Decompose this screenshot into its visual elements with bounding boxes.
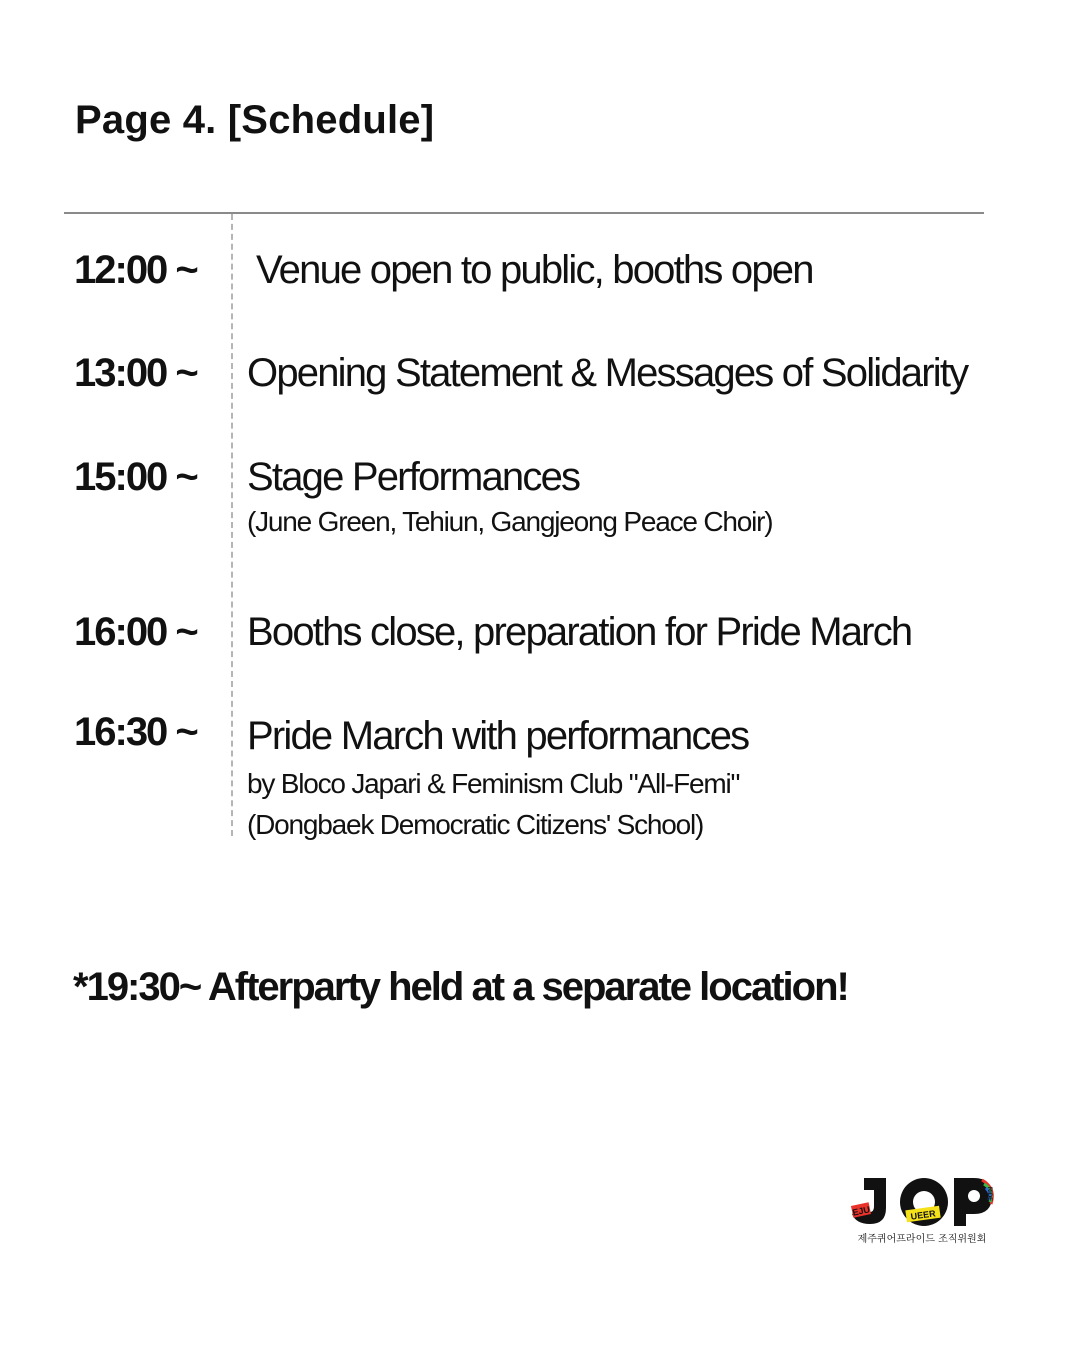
logo-caption: 제주퀴어프라이드 조직위원회	[857, 1234, 987, 1245]
header-divider	[64, 212, 984, 214]
schedule-time: 16:30 ~	[74, 710, 197, 754]
page-title: Page 4. [Schedule]	[75, 98, 435, 142]
schedule-event: Venue open to public, booths open	[256, 248, 813, 292]
jqp-logo	[850, 1174, 995, 1246]
schedule-event: Booths close, preparation for Pride March	[247, 610, 912, 654]
timeline-divider	[231, 214, 233, 836]
logo-tag-left: EJU	[851, 1204, 871, 1218]
logo-tag-middle: UEER	[910, 1208, 937, 1222]
afterparty-note: *19:30~ Afterparty held at a separate location!	[73, 965, 848, 1009]
schedule-detail: by Bloco Japari & Feminism Club "All-Femi"	[247, 768, 740, 799]
schedule-time: 16:00 ~	[74, 610, 197, 654]
schedule-event: Pride March with performances	[247, 714, 749, 758]
schedule-time: 12:00 ~	[74, 248, 197, 292]
schedule-event: Opening Statement & Messages of Solidarity	[247, 351, 968, 395]
schedule-detail: (Dongbaek Democratic Citizens' School)	[247, 809, 704, 840]
schedule-event: Stage Performances	[247, 455, 580, 499]
schedule-detail: (June Green, Tehiun, Gangjeong Peace Choir)	[247, 506, 773, 537]
schedule-time: 15:00 ~	[74, 455, 197, 499]
schedule-time: 13:00 ~	[74, 351, 197, 395]
logo-tag-right: RIDE	[986, 1186, 992, 1202]
